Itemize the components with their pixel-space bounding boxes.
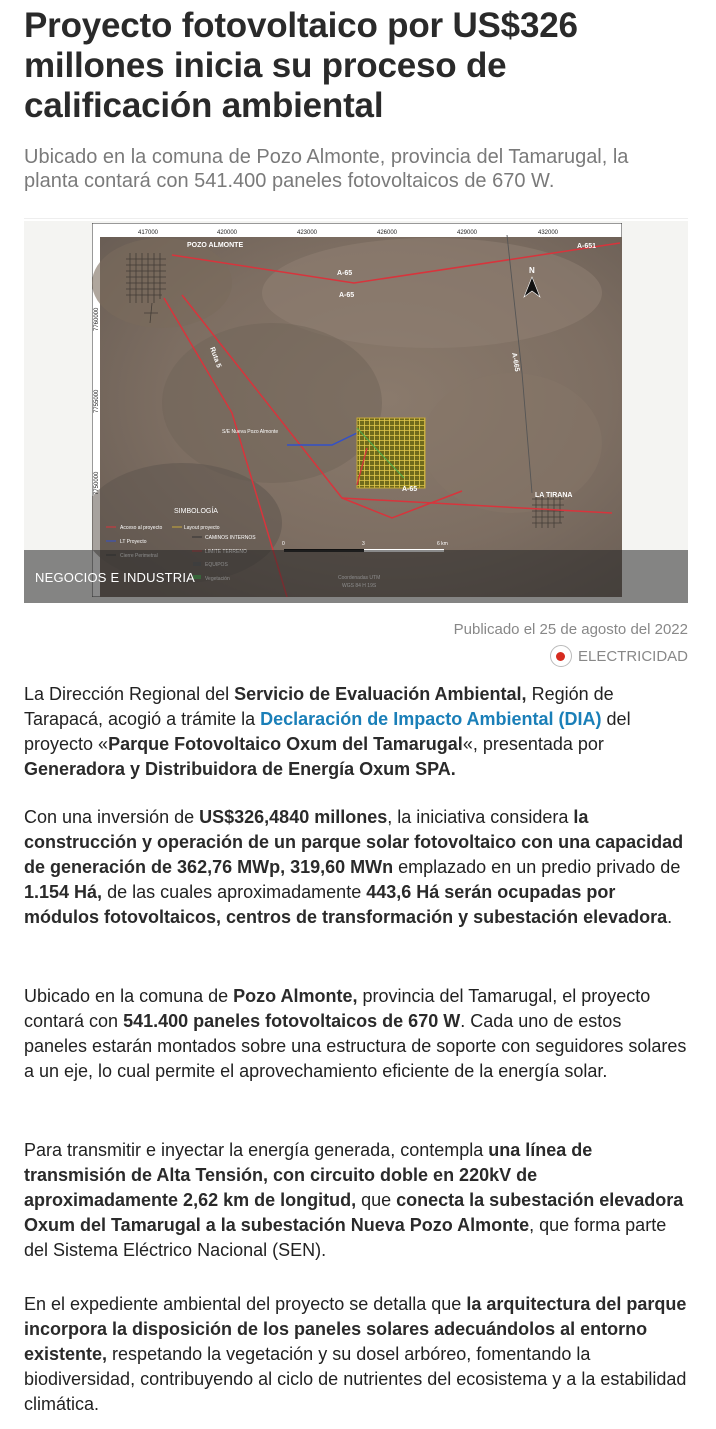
- category-label[interactable]: ELECTRICIDAD: [577, 647, 688, 665]
- solar-park-layout: [357, 418, 425, 488]
- svg-text:Ruta 5: Ruta 5: [208, 346, 223, 369]
- svg-text:Acceso al proyecto: Acceso al proyecto: [120, 525, 163, 531]
- svg-text:6 km: 6 km: [437, 541, 448, 547]
- svg-text:A-665: A-665: [510, 352, 521, 373]
- dia-link[interactable]: Declaración de Impacto Ambiental (DIA): [260, 709, 602, 729]
- paragraph-5: En el expediente ambiental del proyecto se detalla que la arquitectura del parque incorpora la disposición de los paneles solares adecuándolos al entorno existente, respetando la vegetación y su dosel arbóreo, fomentando la biodiversidad, contribuyendo al ciclo de nutrientes del ecosistema y a la estabilidad climática.: [24, 1294, 687, 1414]
- category-tag[interactable]: [550, 645, 688, 667]
- svg-text:0: 0: [282, 541, 285, 547]
- category-overlay-label[interactable]: NEGOCIOS E INDUSTRIA: [35, 570, 196, 585]
- svg-text:CAMINOS INTERNOS: CAMINOS INTERNOS: [205, 535, 256, 541]
- svg-text:N: N: [529, 266, 535, 275]
- svg-text:A-65: A-65: [337, 270, 353, 277]
- svg-text:429000: 429000: [457, 230, 478, 236]
- svg-text:417000: 417000: [138, 230, 159, 236]
- svg-text:7755000: 7755000: [94, 389, 100, 413]
- svg-text:A-651: A-651: [577, 243, 597, 250]
- article-subtitle: Ubicado en la comuna de Pozo Almonte, provincia del Tamarugal, la planta contará con 541.400 paneles fotovoltaicos de 670 W.: [24, 146, 629, 192]
- svg-text:426000: 426000: [377, 230, 398, 236]
- svg-text:A-65: A-65: [402, 486, 418, 493]
- category-overlay[interactable]: [24, 550, 688, 603]
- project-map: [92, 223, 622, 597]
- article-title: Proyecto fotovoltaico por US$326 millones inicia su proceso de calificación ambiental: [24, 6, 578, 125]
- paragraph-3: Ubicado en la comuna de Pozo Almonte, provincia del Tamarugal, el proyecto contará con 541.400 paneles fotovoltaicos de 670 W. Cada uno de estos paneles estarán montados sobre una estructura de soporte con seguidores solares a un eje, lo cual permite el aprovechamiento eficiente de la energía solar.: [24, 986, 687, 1081]
- svg-text:420000: 420000: [217, 230, 238, 236]
- svg-text:SIMBOLOGÍA: SIMBOLOGÍA: [174, 508, 218, 515]
- category-dot-icon: [550, 645, 572, 667]
- featured-image[interactable]: [24, 221, 688, 603]
- paragraph-2: Con una inversión de US$326,4840 millones, la iniciativa considera la construcción y operación de un parque solar fotovoltaico con una capacidad de generación de 362,76 MWp, 319,60 MWn emplazado en un predio privado de 1.154 Há, de las cuales aproximadamente 443,6 Há serán ocupadas por módulos fotovoltaicos, centros de transformación y subestación elevadora.: [24, 807, 684, 927]
- svg-text:Layout proyecto: Layout proyecto: [184, 525, 220, 531]
- svg-text:423000: 423000: [297, 230, 318, 236]
- svg-text:S/E Nueva Pozo Almonte: S/E Nueva Pozo Almonte: [222, 429, 279, 435]
- paragraph-4: Para transmitir e inyectar la energía generada, contempla una línea de transmisión de Alta Tensión, con circuito doble en 220kV de aproximadamente 2,62 km de longitud, que conecta la subestación elevadora Oxum del Tamarugal a la subestación Nueva Pozo Almonte, que forma parte del Sistema Eléctrico Nacional (SEN).: [24, 1140, 684, 1260]
- svg-text:432000: 432000: [538, 230, 559, 236]
- svg-text:7750000: 7750000: [94, 471, 100, 495]
- publish-date: Publicado el 25 de agosto del 2022: [453, 621, 688, 638]
- svg-text:3: 3: [362, 541, 365, 547]
- svg-text:A-65: A-65: [339, 292, 355, 299]
- svg-text:LA TIRANA: LA TIRANA: [535, 492, 573, 499]
- divider: [24, 218, 688, 219]
- svg-text:LT Proyecto: LT Proyecto: [120, 539, 147, 545]
- paragraph-1: La Dirección Regional del Servicio de Evaluación Ambiental, Región de Tarapacá, acogió a trámite la Declaración de Impacto Ambiental (DIA) del proyecto «Parque Fotovoltaico Oxum del Tamarugal«, presentada por Generadora y Distribuidora de Energía Oxum SPA.: [24, 684, 631, 779]
- svg-text:7760000: 7760000: [94, 307, 100, 331]
- svg-text:POZO ALMONTE: POZO ALMONTE: [187, 242, 244, 249]
